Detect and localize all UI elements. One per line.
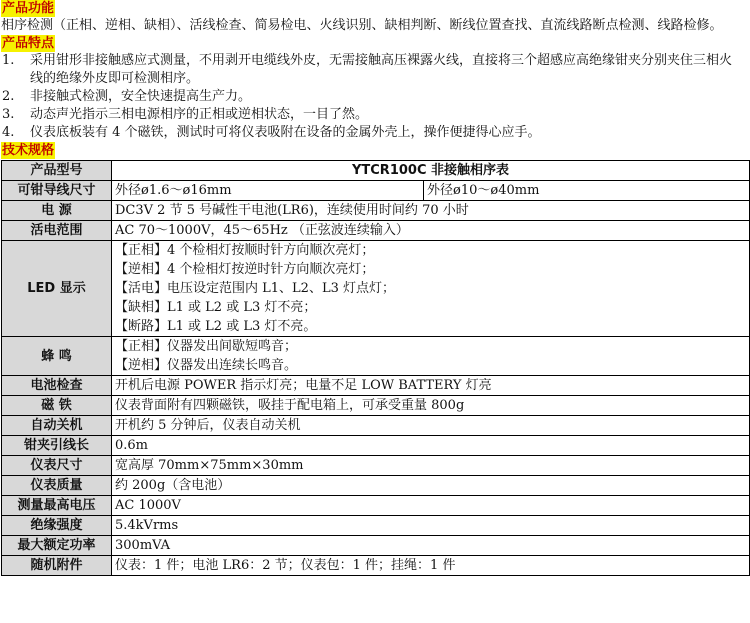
row-label: 自动关机 xyxy=(2,416,112,436)
row-value: 约 200g（含电池） xyxy=(112,476,750,496)
row-label: 蜂 鸣 xyxy=(2,337,112,376)
table-row xyxy=(2,396,750,416)
table-row xyxy=(2,337,750,376)
led-display-value xyxy=(112,241,750,337)
row-label: 钳夹引线长 xyxy=(2,436,112,456)
row-label: 绝缘强度 xyxy=(2,516,112,536)
row-label: 随机附件 xyxy=(2,556,112,576)
led-line: 【正相】4 个检相灯按顺时针方向顺次亮灯； xyxy=(115,243,375,258)
table-row xyxy=(2,456,750,476)
table-row xyxy=(2,496,750,516)
row-label: 磁 铁 xyxy=(2,396,112,416)
section-title-features: 产品功能 xyxy=(2,1,55,16)
spec-table xyxy=(1,160,750,576)
row-value: AC 1000V xyxy=(112,496,750,516)
row-value: 开机约 5 分钟后，仪表自动关机 xyxy=(112,416,750,436)
table-row xyxy=(2,161,750,181)
special-item xyxy=(1,106,749,124)
row-label: LED 显示 xyxy=(2,241,112,337)
special-item xyxy=(1,88,749,106)
specials-list xyxy=(1,52,749,142)
row-value: AC 70～1000V，45～65Hz （正弦波连续输入） xyxy=(112,221,750,241)
led-line: 【逆相】4 个检相灯按逆时针方向顺次亮灯； xyxy=(115,262,375,277)
special-item xyxy=(1,52,749,88)
table-row xyxy=(2,201,750,221)
buzzer-line: 【正相】仪器发出间歇短鸣音； xyxy=(115,339,298,354)
wire-size-value-1: 外径ø1.6～ø16mm xyxy=(112,181,424,201)
special-item-number: 2. xyxy=(2,89,15,104)
table-row xyxy=(2,416,750,436)
wire-size-value-2: 外径ø10～ø40mm xyxy=(424,181,750,201)
row-label: 仪表尺寸 xyxy=(2,456,112,476)
special-item-line: 采用钳形非接触感应式测量，不用剥开电缆线外皮，无需接触高压裸露火线，直接将三个超感应高绝缘钳夹分别夹住三相火 xyxy=(30,53,733,68)
table-row xyxy=(2,516,750,536)
buzzer-line: 【逆相】仪器发出连续长鸣音。 xyxy=(115,358,298,373)
buzzer-value xyxy=(112,337,750,376)
table-row xyxy=(2,181,750,201)
row-label: 产品型号 xyxy=(2,161,112,181)
table-row xyxy=(2,436,750,456)
row-value: 开机后电源 POWER 指示灯亮；电量不足 LOW BATTERY 灯亮 xyxy=(112,376,750,396)
row-label: 最大额定功率 xyxy=(2,536,112,556)
row-value: 仪表背面附有四颗磁铁，吸挂于配电箱上，可承受重量 800g xyxy=(112,396,750,416)
special-item-number: 1. xyxy=(2,53,15,68)
row-label: 测量最高电压 xyxy=(2,496,112,516)
led-line: 【活电】电压设定范围内 L1、L2、L3 灯点灯； xyxy=(115,281,395,296)
row-value: DC3V 2 节 5 号碱性干电池(LR6)，连续使用时间约 70 小时 xyxy=(112,201,750,221)
row-value: 宽高厚 70mm×75mm×30mm xyxy=(112,456,750,476)
special-item-number: 4. xyxy=(2,125,15,140)
table-row xyxy=(2,536,750,556)
row-value: 仪表：1 件；电池 LR6：2 节；仪表包：1 件；挂绳：1 件 xyxy=(112,556,750,576)
row-label: 仪表质量 xyxy=(2,476,112,496)
led-line: 【断路】L1 或 L2 或 L3 灯不亮。 xyxy=(115,319,317,334)
row-label: 活电范围 xyxy=(2,221,112,241)
model-value: YTCR100C 非接触相序表 xyxy=(112,161,750,181)
row-value: 5.4kVrms xyxy=(112,516,750,536)
special-item-text: 非接触式检测，安全快速提高生产力。 xyxy=(30,89,252,104)
row-label: 可钳导线尺寸 xyxy=(2,181,112,201)
row-label: 电 源 xyxy=(2,201,112,221)
special-item-text: 动态声光指示三相电源相序的正相或逆相状态，一目了然。 xyxy=(30,107,369,122)
special-item-text xyxy=(30,52,749,88)
table-row xyxy=(2,376,750,396)
special-item-text: 仪表底板装有 4 个磁铁，测试时可将仪表吸附在设备的金属外壳上，操作便捷得心应手。 xyxy=(30,125,541,140)
row-label: 电池检查 xyxy=(2,376,112,396)
table-row xyxy=(2,476,750,496)
row-value: 0.6m xyxy=(112,436,750,456)
table-row xyxy=(2,241,750,337)
row-value: 300mVA xyxy=(112,536,750,556)
special-item-number: 3. xyxy=(2,107,15,122)
table-row xyxy=(2,221,750,241)
section-title-specials: 产品特点 xyxy=(2,36,55,51)
special-item-line: 线的绝缘外皮即可检测相序。 xyxy=(30,71,200,86)
table-row xyxy=(2,556,750,576)
led-line: 【缺相】L1 或 L2 或 L3 灯不亮； xyxy=(115,300,317,315)
features-text: 相序检测（正相、逆相、缺相）、活线检查、简易检电、火线识别、缺相判断、断线位置查找、直流线路断点检测、线路检修。 xyxy=(1,18,723,33)
section-title-spec: 技术规格 xyxy=(2,143,55,158)
special-item xyxy=(1,124,749,142)
